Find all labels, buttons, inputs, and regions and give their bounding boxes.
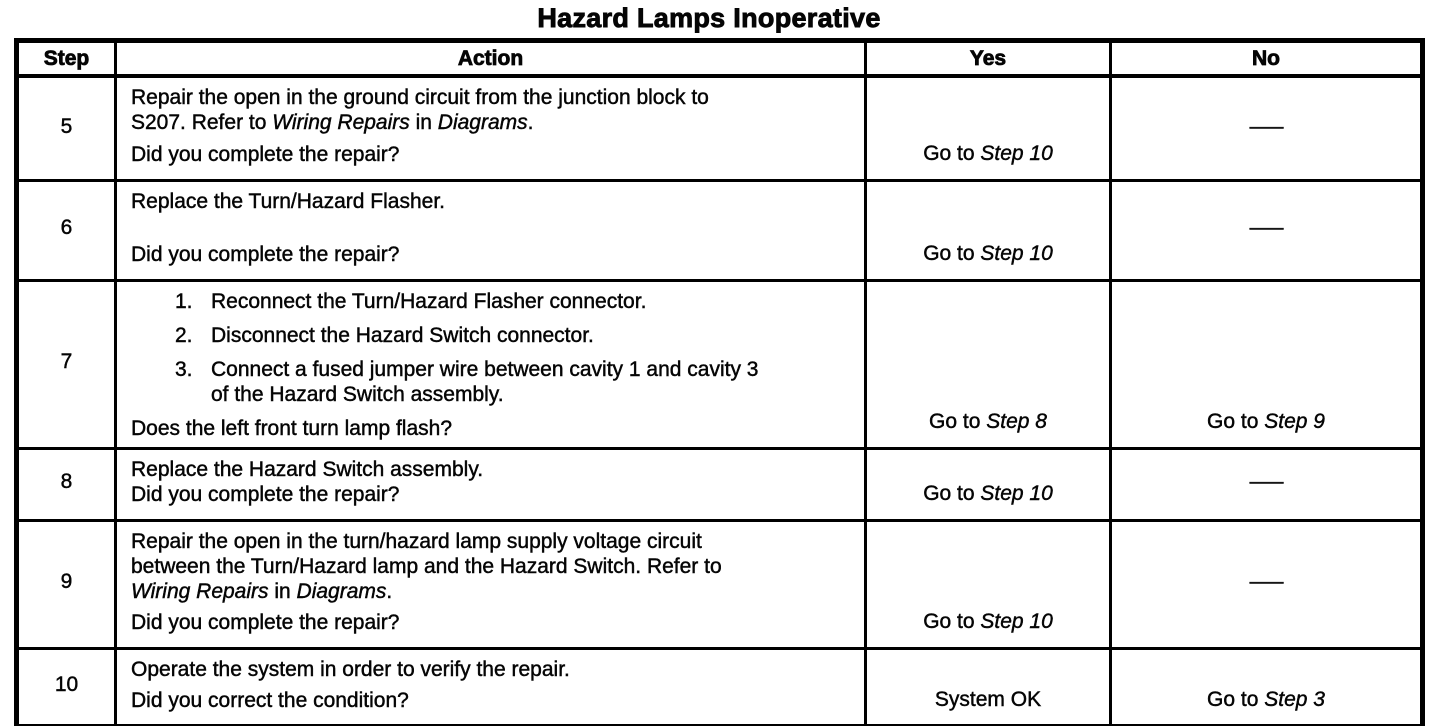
yes-text <box>935 687 1041 712</box>
text-segment: S207. Refer to <box>131 111 273 134</box>
step-cell <box>17 280 116 448</box>
list-marker: 3. <box>175 357 193 381</box>
action-cell <box>116 76 866 180</box>
text-segment: Does the left front turn lamp flash? <box>131 416 452 440</box>
table-row <box>17 648 1423 726</box>
step-number: 6 <box>60 216 73 239</box>
no-cell <box>1111 520 1423 648</box>
text-segment: Repair the open in the turn/hazard lamp supply voltage circuit <box>131 529 702 553</box>
yes-text <box>923 141 1053 166</box>
step-number: 9 <box>60 570 73 593</box>
col-header-step: Step <box>17 41 116 77</box>
action-cell <box>116 520 866 648</box>
table-row <box>17 448 1423 520</box>
text-segment: . <box>527 111 534 134</box>
step-cell <box>17 520 116 648</box>
col-header-yes: Yes <box>866 41 1111 77</box>
text-segment: Did you correct the condition? <box>131 688 409 712</box>
action-question <box>131 610 854 635</box>
col-header-no: No <box>1111 41 1423 77</box>
action-question <box>131 482 854 507</box>
text-segment: Repair the open in the ground circuit from the junction block to <box>131 86 709 109</box>
em-dash <box>1249 215 1283 240</box>
step-number: 5 <box>60 114 73 138</box>
step-cell <box>17 180 116 280</box>
table-row <box>17 520 1423 648</box>
em-dash <box>1249 114 1283 139</box>
text-segment: Replace the Turn/Hazard Flasher. <box>131 189 445 213</box>
text-segment: Diagrams <box>296 579 387 603</box>
text-segment: Did you complete the repair? <box>131 482 400 506</box>
step-number: 7 <box>60 350 73 373</box>
text-segment: Disconnect the Hazard Switch connector. <box>211 323 594 347</box>
no-cell <box>1111 648 1423 726</box>
no-cell <box>1111 76 1423 180</box>
action-question <box>131 142 854 167</box>
no-cell <box>1111 448 1423 520</box>
text-segment: Step 10 <box>980 142 1053 165</box>
yes-cell <box>866 520 1111 648</box>
list-item <box>131 289 854 314</box>
action-body <box>131 457 854 482</box>
step-cell <box>17 648 116 726</box>
yes-cell <box>866 648 1111 726</box>
table-row <box>17 280 1423 448</box>
text-segment: in <box>409 111 438 134</box>
text-segment: Wiring Repairs <box>272 111 410 134</box>
text-segment: Go to <box>923 481 981 505</box>
no-cell <box>1111 180 1423 280</box>
list-item <box>131 357 854 407</box>
em-dash <box>1249 569 1283 594</box>
table-row <box>17 180 1423 280</box>
text-segment: — <box>1249 470 1283 493</box>
diagnostic-table <box>14 38 1425 726</box>
text-segment: Step 10 <box>980 481 1053 505</box>
list-item-text <box>211 357 758 407</box>
list-marker: 1. <box>175 289 193 313</box>
no-text <box>1207 687 1325 712</box>
action-question <box>131 242 854 267</box>
text-segment: Replace the Hazard Switch assembly. <box>131 457 484 481</box>
yes-cell <box>866 448 1111 520</box>
step-cell <box>17 76 116 180</box>
text-segment: Step 9 <box>1264 409 1325 433</box>
text-segment: — <box>1249 570 1283 593</box>
yes-cell <box>866 180 1111 280</box>
action-question <box>131 688 854 713</box>
text-segment: Operate the system in order to verify the repair. <box>131 657 570 681</box>
text-segment: Go to <box>923 609 981 633</box>
list-item <box>131 323 854 348</box>
em-dash <box>1249 469 1283 494</box>
yes-text <box>923 609 1053 634</box>
step-number: 8 <box>60 470 73 493</box>
action-cell <box>116 280 866 448</box>
table-row <box>17 76 1423 180</box>
page-title: Hazard Lamps Inoperative <box>537 3 881 33</box>
text-segment: in <box>268 579 297 603</box>
text-segment: System OK <box>934 687 1042 711</box>
text-segment: Go to <box>923 241 981 265</box>
text-segment: Connect a fused jumper wire between cavity 1 and cavity 3 <box>211 357 759 381</box>
text-segment: Go to <box>1207 409 1265 433</box>
table-body <box>17 76 1423 726</box>
action-cell <box>116 180 866 280</box>
action-question <box>131 416 854 441</box>
text-segment: Step 8 <box>986 409 1047 433</box>
yes-cell <box>866 280 1111 448</box>
text-segment: Step 10 <box>980 609 1053 633</box>
action-body <box>131 85 854 135</box>
list-item-text <box>211 289 646 314</box>
text-segment: Wiring Repairs <box>131 579 269 603</box>
col-header-action: Action <box>116 41 866 77</box>
yes-text <box>923 241 1053 266</box>
text-segment: of the Hazard Switch assembly. <box>211 382 504 406</box>
text-segment: Go to <box>1207 687 1265 711</box>
step-number: 10 <box>54 673 79 696</box>
action-cell <box>116 648 866 726</box>
list-marker: 2. <box>175 323 193 347</box>
text-segment: Did you complete the repair? <box>131 143 400 166</box>
text-segment: Go to <box>929 409 987 433</box>
yes-text <box>929 409 1047 434</box>
no-text <box>1207 409 1325 434</box>
action-cell <box>116 448 866 520</box>
text-segment: Did you complete the repair? <box>131 610 400 634</box>
text-segment: . <box>386 579 393 603</box>
action-body <box>131 529 854 604</box>
text-segment: between the Turn/Hazard lamp and the Hazard Switch. Refer to <box>131 554 722 578</box>
action-body <box>131 189 854 214</box>
text-segment: Step 3 <box>1264 687 1325 711</box>
text-segment: — <box>1249 216 1283 239</box>
yes-cell <box>866 76 1111 180</box>
action-body <box>131 657 854 682</box>
text-segment: Reconnect the Turn/Hazard Flasher connector. <box>211 289 647 313</box>
text-segment: — <box>1249 114 1283 138</box>
text-segment: Diagrams <box>437 111 528 134</box>
yes-text <box>923 481 1053 506</box>
header-row <box>17 41 1423 77</box>
no-cell <box>1111 280 1423 448</box>
list-item-text <box>211 323 594 348</box>
text-segment: Did you complete the repair? <box>131 242 400 266</box>
text-segment: Step 10 <box>980 241 1053 265</box>
action-body <box>131 289 854 416</box>
step-cell <box>17 448 116 520</box>
text-segment: Go to <box>923 142 981 165</box>
